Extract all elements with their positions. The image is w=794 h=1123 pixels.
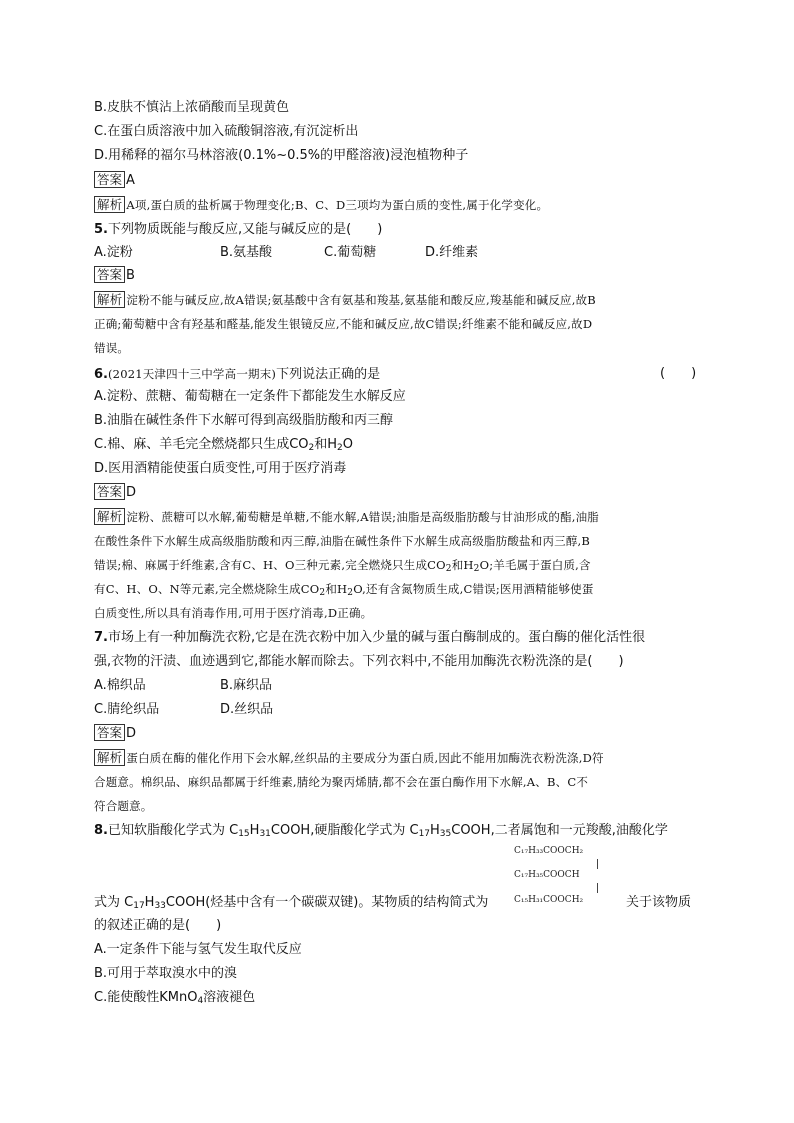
q7-option-b: B.麻织品: [220, 678, 273, 693]
q8-option-a: A.一定条件下能与氢气发生取代反应: [94, 942, 302, 957]
q5-options: [94, 243, 478, 263]
question-number: 8.: [94, 823, 108, 838]
question-number: 5.: [94, 222, 108, 237]
q6-explanation-1: [94, 507, 599, 527]
subscript: 2: [319, 588, 326, 598]
answer-value: A: [126, 173, 135, 188]
q6-explanation-3: [94, 555, 591, 575]
question-text: 市场上有一种加酶洗衣粉,它是在洗衣粉中加入少量的碱与蛋白酶制成的。蛋白酶的催化活性很: [107, 630, 646, 645]
q6-explanation-5: 白质变性,所以具有消毒作用,可用于医疗消毒,D正确。: [94, 606, 373, 620]
subscript: 17: [133, 901, 145, 911]
q6-explanation-2: 在酸性条件下水解生成高级脂肪酸和丙三醇,油脂在碱性条件下水解生成高级脂肪酸盐和丙三醇,B: [94, 534, 591, 548]
q4-option-b: B.皮肤不慎沾上浓硝酸而呈现黄色: [94, 100, 290, 115]
subscript: 2: [347, 588, 354, 598]
question-number: 6.: [94, 367, 108, 382]
q8-stem-1: [94, 821, 668, 841]
q7-option-d: D.丝织品: [220, 702, 274, 717]
text: 已知软脂酸化学式为 C: [107, 823, 239, 838]
q8-option-b: B.可用于萃取溴水中的溴: [94, 966, 238, 981]
q6-answer: [94, 483, 136, 503]
answer-value: D: [126, 485, 137, 500]
q6-option-a: A.淀粉、蔗糖、葡萄糖在一定条件下都能发生水解反应: [94, 389, 406, 404]
q7-explanation-3: 符合题意。: [94, 799, 153, 813]
structure-bond: [597, 859, 598, 869]
explanation-tag: 解析: [94, 291, 125, 308]
q5-explanation-3: 错误。: [94, 341, 130, 355]
subscript: 15: [238, 829, 250, 839]
question-number: 7.: [94, 630, 108, 645]
q7-stem-1: [94, 628, 645, 648]
q5-answer: [94, 266, 135, 286]
q6-option-c: [94, 435, 353, 455]
q5-option-d: D.纤维素: [425, 245, 479, 260]
structure-row-2: C₁₇H₃₅COOCH: [514, 870, 580, 880]
subscript: 2: [308, 443, 315, 453]
q7-options-cd: [94, 700, 273, 720]
q4-answer: [94, 171, 135, 191]
q8-stem-2: [94, 893, 488, 913]
explanation-line: 淀粉不能与碱反应,故A错误;氨基酸中含有氨基和羧基,氨基能和酸反应,羧基能和碱反应,故B: [126, 293, 596, 307]
q6-answer-paren: ( ): [660, 366, 697, 381]
q5-option-a: A.淀粉: [94, 245, 133, 260]
subscript: 17: [418, 829, 431, 839]
text: COOH,二者属饱和一元羧酸,油酸化学: [451, 823, 668, 838]
question-text: 下列说法正确的是: [276, 367, 381, 382]
explanation-tag: 解析: [94, 508, 125, 525]
text: O;羊毛属于蛋白质,含: [479, 558, 591, 572]
text: 有C、H、O、N等元素,完全燃烧除生成CO: [94, 582, 320, 596]
q7-options-ab: [94, 676, 272, 696]
answer-tag: 答案: [94, 266, 125, 283]
q6-option-b: B.油脂在碱性条件下水解可得到高级脂肪酸和丙三醇: [94, 413, 394, 428]
q4-explanation: [94, 195, 548, 215]
structure-row-1: C₁₇H₃₃COOCH₂: [514, 846, 584, 856]
text: H: [249, 823, 260, 838]
subscript: 2: [473, 564, 480, 574]
text: 错误;棉、麻属于纤维素,含有C、H、O三种元素,完全燃烧只生成CO: [94, 558, 446, 572]
q5-stem: [94, 220, 382, 240]
q4-option-d: D.用稀释的福尔马林溶液(0.1%~0.5%的甲醛溶液)浸泡植物种子: [94, 148, 469, 163]
answer-value: D: [126, 726, 137, 741]
q6-explanation-4: [94, 579, 594, 599]
q5-explanation-1: [94, 290, 596, 310]
q6-option-d: D.医用酒精能使蛋白质变性,可用于医疗消毒: [94, 461, 347, 476]
text: 和H: [325, 582, 348, 596]
text: 式为 C: [94, 895, 134, 910]
text: C.能使酸性KMnO: [94, 990, 198, 1005]
answer-tag: 答案: [94, 171, 125, 188]
text: O,还有含氮物质生成,C错误;医用酒精能够使蛋: [353, 582, 594, 596]
answer-tag: 答案: [94, 724, 125, 741]
q7-option-c: C.腈纶织品: [94, 702, 160, 717]
question-text: 下列物质既能与酸反应,又能与碱反应的是( ): [107, 222, 383, 237]
explanation-line: A项,蛋白质的盐析属于物理变化;B、C、D三项均为蛋白质的变性,属于化学变化。: [126, 198, 549, 212]
structure-bond: [597, 883, 598, 893]
explanation-tag: 解析: [94, 749, 125, 766]
text: C.棉、麻、羊毛完全燃烧都只生成CO: [94, 437, 309, 452]
text: 和H: [451, 558, 474, 572]
subscript: 4: [197, 996, 204, 1006]
text: H: [144, 895, 155, 910]
text: 溶液褪色: [203, 990, 256, 1005]
q8-option-c: [94, 988, 255, 1008]
q5-explanation-2: 正确;葡萄糖中含有羟基和醛基,能发生银镜反应,不能和碱反应,故C错误;纤维素不能和碱反应,故D: [94, 317, 593, 331]
q4-option-c: C.在蛋白质溶液中加入硫酸铜溶液,有沉淀析出: [94, 124, 359, 139]
question-source: (2021天津四十三中学高一期末): [107, 367, 277, 381]
text: COOH(烃基中含有一个碳碳双键)。某物质的结构简式为: [165, 895, 489, 910]
q8-stem-3: 的叙述正确的是( ): [94, 918, 222, 933]
explanation-line: 蛋白质在酶的催化作用下会水解,丝织品的主要成分为蛋白质,因此不能用加酶洗衣粉洗涤,D符: [126, 751, 604, 765]
explanation-line: 淀粉、蔗糖可以水解,葡萄糖是单糖,不能水解,A错误;油脂是高级脂肪酸与甘油形成的酯,油脂: [126, 510, 600, 524]
q7-explanation-2: 合题意。棉织品、麻织品都属于纤维素,腈纶为聚丙烯腈,都不会在蛋白酶作用下水解,A、B、C不: [94, 775, 589, 789]
text: O: [342, 437, 354, 452]
q7-explanation-1: [94, 748, 604, 768]
subscript: 33: [154, 901, 166, 911]
explanation-tag: 解析: [94, 196, 125, 213]
answer-tag: 答案: [94, 483, 125, 500]
q7-option-a: A.棉织品: [94, 678, 146, 693]
text: COOH,硬脂酸化学式为 C: [270, 823, 419, 838]
subscript: 31: [259, 829, 271, 839]
q7-answer: [94, 724, 136, 744]
triglyceride-structure: [514, 840, 614, 912]
q6-stem: [94, 364, 380, 384]
q5-option-c: C.葡萄糖: [324, 245, 377, 260]
answer-value: B: [126, 268, 135, 283]
q7-stem-2: 强,衣物的汗渍、血迹遇到它,都能水解而除去。下列衣料中,不能用加酶洗衣粉洗涤的是( ): [94, 654, 624, 669]
q5-option-b: B.氨基酸: [220, 245, 273, 260]
structure-row-3: C₁₅H₃₁COOCH₂: [514, 895, 584, 905]
text: H: [430, 823, 440, 838]
subscript: 35: [439, 829, 452, 839]
text: 和H: [314, 437, 338, 452]
subscript: 2: [445, 564, 452, 574]
subscript: 2: [337, 443, 343, 453]
q8-stem-2-tail: 关于该物质: [626, 895, 692, 910]
